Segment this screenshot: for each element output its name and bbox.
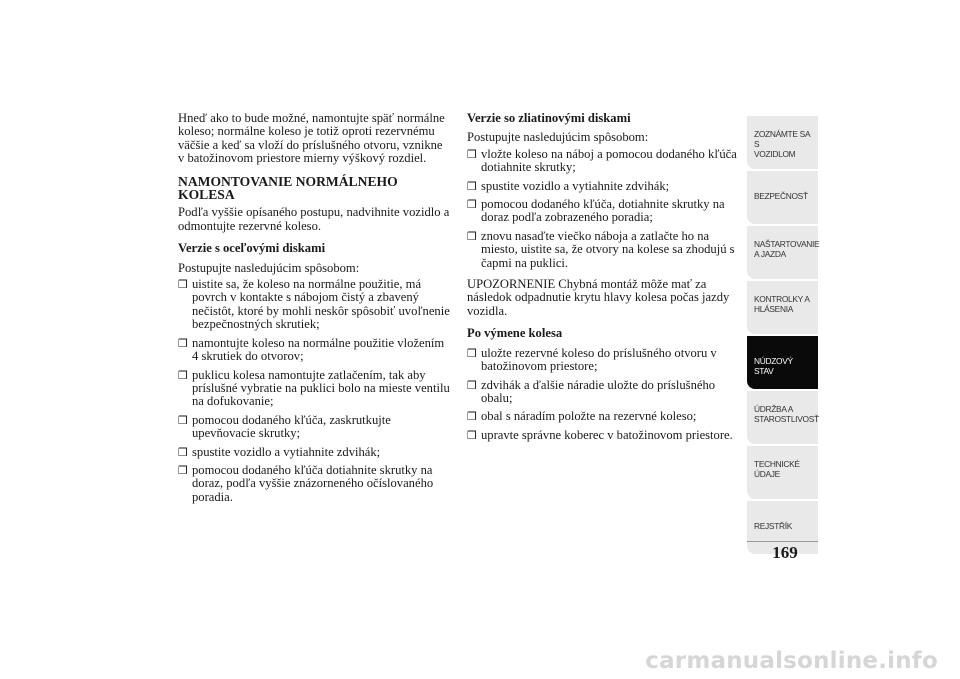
alloy-procedure-text: Postupujte nasledujúcim spôsobom: [467, 130, 649, 145]
tab-kontrolky-a-hlasenia[interactable] [747, 281, 818, 334]
tab-label-line2: STAROSTLIVOSŤ [754, 414, 819, 424]
checkbox-bullet-icon: ❒ [178, 413, 188, 427]
list-item [178, 446, 450, 459]
list-item-text: namontujte koleso na normálne použitie vložením 4 skrutiek do otvorov; [192, 335, 445, 364]
watermark: carmanualsonline.info [645, 648, 938, 674]
checkbox-bullet-icon: ❒ [467, 147, 477, 161]
list-item [178, 369, 450, 409]
list-item-text: uistite sa, že koleso na normálne použitie, má povrch v kontakte s nábojom čistý a zbavený nečistôt, ktoré by mohli neskôr spôsobiť uvoľnenie bezpečnostných skrutiek; [192, 277, 450, 332]
list-item-text: spustite vozidlo a vytiahnite zdvihák; [192, 444, 381, 459]
list-item [178, 337, 450, 364]
left-column [178, 112, 450, 512]
list-item [178, 414, 450, 441]
tab-label-line1: TECHNICKÉ [754, 459, 800, 469]
tab-label-line2: VOZIDLOM [754, 149, 796, 159]
list-item-text: obal s náradím položte na rezervné koleso; [481, 409, 697, 424]
tab-udrzba-a-starostlivost[interactable] [747, 391, 818, 444]
tab-label-line1: ZOZNÁMTE SA S [754, 129, 810, 149]
list-item [467, 379, 739, 406]
checkbox-bullet-icon: ❒ [178, 336, 188, 350]
right-column [467, 112, 739, 450]
after-change-list [467, 347, 739, 442]
warning-paragraph: UPOZORNENIE Chybná montáž môže mať za následok odpadnutie krytu hlavy kolesa počas jazdy vozidla. [467, 277, 730, 318]
tab-nastartovanie-a-jazda[interactable] [747, 226, 818, 279]
list-item-text: vložte koleso na náboj a pomocou dodaného kľúča dotiahnite skrutky; [481, 146, 737, 175]
tab-label-line2: A JAZDA [754, 249, 786, 259]
tab-label-line1: NAŠTARTOVANIE [754, 239, 820, 249]
checkbox-bullet-icon: ❒ [178, 463, 188, 477]
list-item [178, 464, 450, 504]
list-item [467, 410, 739, 423]
chapter-tabs [747, 116, 818, 556]
tab-zoznamte-sa-s-vozidlom[interactable] [747, 116, 818, 169]
list-item-text: zdvihák a ďalšie náradie uložte do príslušného obalu; [481, 377, 716, 405]
tab-label-line1: REJSTŘÍK [754, 521, 793, 531]
steel-subheading: Verzie s oceľovými diskami [178, 241, 326, 256]
list-item [467, 180, 739, 193]
tab-label-line1: BEZPEČNOSŤ [754, 191, 808, 201]
list-item-text: puklicu kolesa namontujte zatlačením, tak aby príslušné vybratie na puklici bolo na mieste ventilu na dofukovanie; [192, 367, 450, 409]
checkbox-bullet-icon: ❒ [467, 198, 477, 212]
alloy-steps-list [467, 148, 739, 270]
tab-label-line1: ÚDRŽBA A [754, 404, 794, 414]
alloy-subheading: Verzie so zliatinovými diskami [467, 111, 631, 125]
tab-bezpecnost[interactable] [747, 171, 818, 224]
checkbox-bullet-icon: ❒ [178, 445, 188, 459]
tab-label-line2: ÚDAJE [754, 469, 780, 479]
tab-label-line2: HLÁSENIA [754, 304, 794, 314]
page-number: 169 [772, 543, 798, 562]
list-item-text: spustite vozidlo a vytiahnite zdvihák; [481, 178, 670, 193]
tab-nudzovy-stav[interactable] [747, 336, 818, 389]
section-paragraph: Podľa vyššie opísaného postupu, nadvihnite vozidlo a odmontujte rezervné koleso. [178, 205, 450, 233]
list-item [178, 278, 450, 332]
checkbox-bullet-icon: ❒ [467, 410, 477, 424]
tab-label-line1: NÚDZOVÝ STAV [754, 356, 793, 376]
list-item [467, 198, 739, 225]
checkbox-bullet-icon: ❒ [467, 179, 477, 193]
checkbox-bullet-icon: ❒ [178, 368, 188, 382]
list-item [467, 429, 739, 442]
after-change-subheading: Po výmene kolesa [467, 326, 563, 341]
tab-label-line1: KONTROLKY A [754, 294, 810, 304]
list-item-text: pomocou dodaného kľúča, zaskrutkujte upevňovacie skrutky; [192, 412, 391, 441]
list-item-text: pomocou dodaného kľúča dotiahnite skrutky na doraz, podľa vyššie znázorneného očíslovaného poradia. [192, 462, 434, 504]
steel-procedure-text: Postupujte nasledujúcim spôsobom: [178, 260, 360, 275]
page-number-divider [747, 541, 818, 542]
checkbox-bullet-icon: ❒ [467, 346, 477, 360]
checkbox-bullet-icon: ❒ [467, 378, 477, 392]
list-item-text: upravte správne koberec v batožinovom priestore. [481, 427, 733, 442]
list-item-text: znovu nasaďte viečko náboja a zatlačte ho na miesto, uistite sa, že otvory na kolese sa zhodujú s čapmi na puklici. [481, 228, 735, 270]
checkbox-bullet-icon: ❒ [178, 278, 188, 292]
list-item [467, 347, 739, 374]
tab-technicke-udaje[interactable] [747, 446, 818, 499]
checkbox-bullet-icon: ❒ [467, 229, 477, 243]
checkbox-bullet-icon: ❒ [467, 428, 477, 442]
intro-paragraph: Hneď ako to bude možné, namontujte späť normálne koleso; normálne koleso je totiž oproti rezervnému väčšie a keď sa vloží do príslušného otvoru, vznikne v batožinovom priestore mierny výškový rozdiel. [178, 111, 445, 166]
list-item-text: pomocou dodaného kľúča, dotiahnite skrutky na doraz podľa zobrazeného poradia; [481, 197, 725, 225]
steel-steps-list [178, 278, 450, 504]
list-item-text: uložte rezervné koleso do príslušného otvoru v batožinovom priestore; [481, 345, 717, 374]
section-heading: NAMONTOVANIE NORMÁLNEHO KOLESA [178, 173, 398, 203]
list-item [467, 148, 739, 175]
list-item [467, 230, 739, 270]
